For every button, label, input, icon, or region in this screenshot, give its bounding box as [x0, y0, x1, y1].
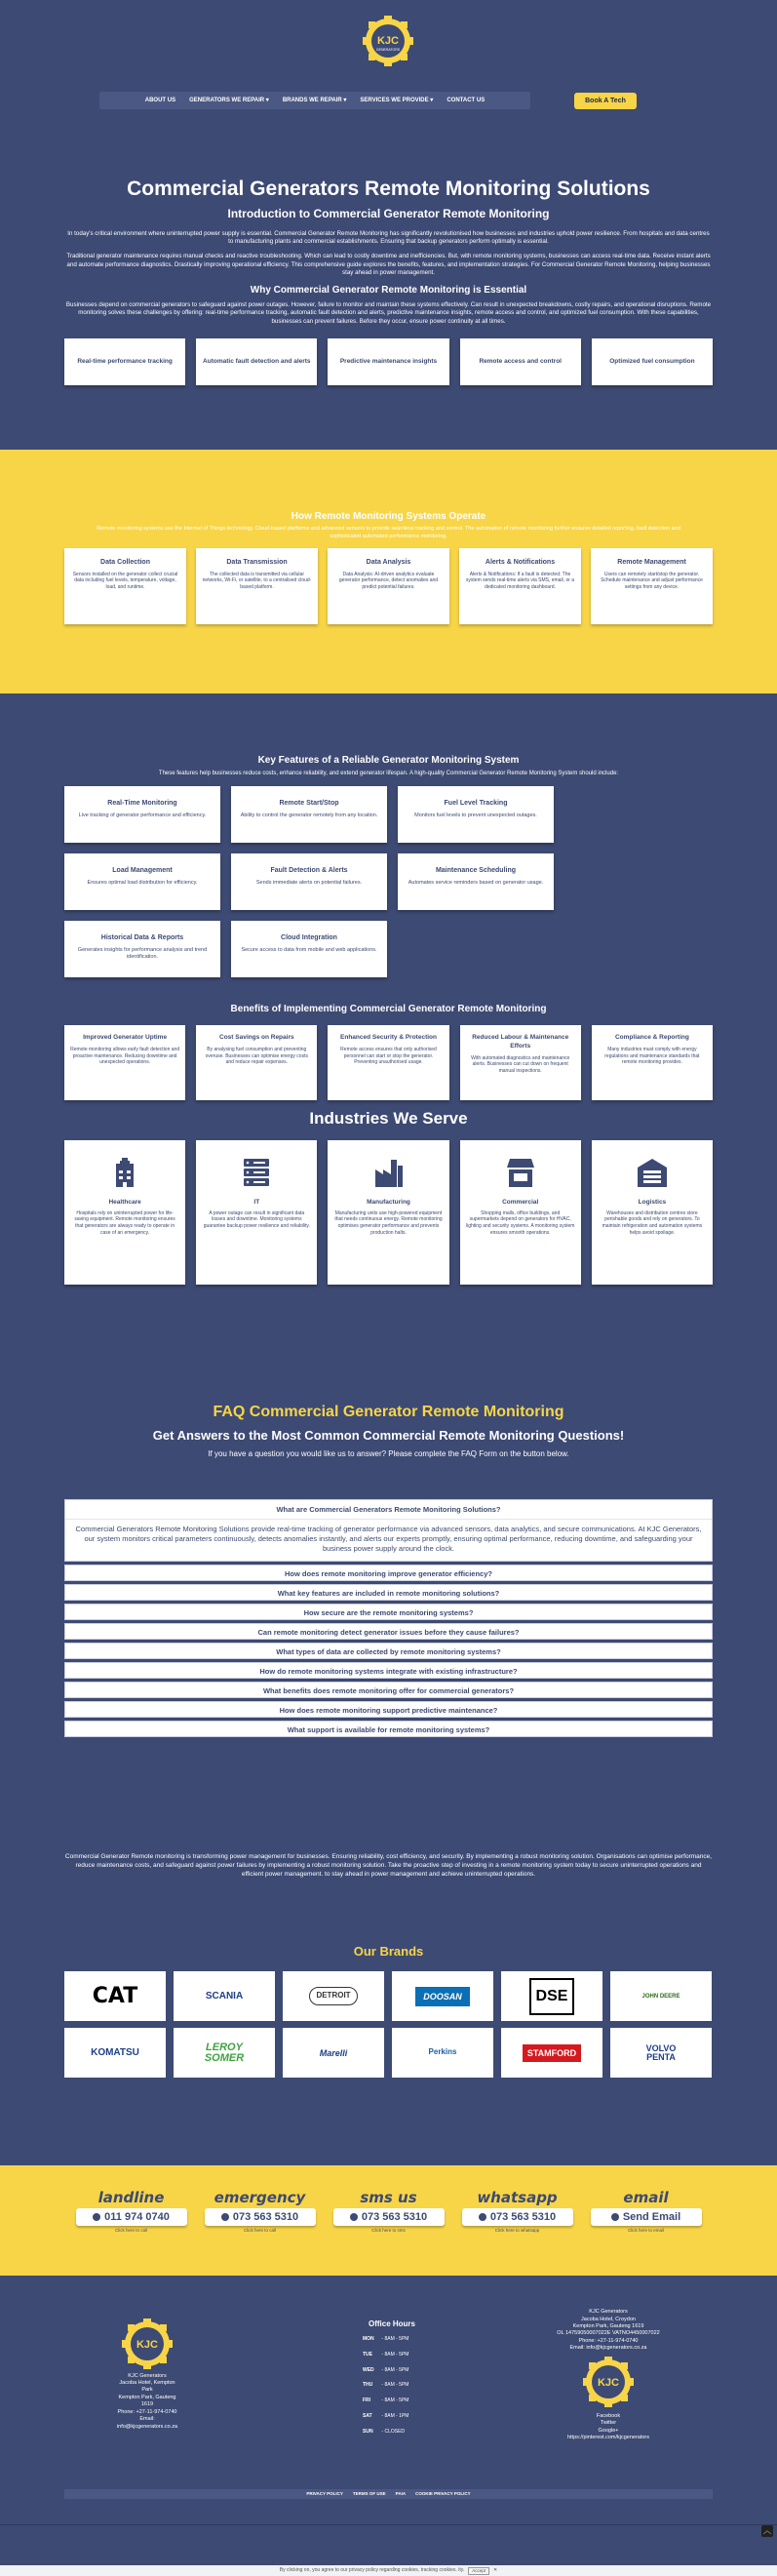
why-cards — [64, 338, 713, 385]
how-card — [196, 548, 318, 624]
why-card: Predictive maintenance insights — [328, 338, 448, 385]
feature-desc: Automates service reminders based on generator usage. — [408, 879, 544, 886]
benefit-desc: Remote access ensures that only authorised personnel can start or stop the generator. Preventing unauthorised usage. — [340, 1046, 437, 1066]
paia-link[interactable]: PAIA — [395, 2491, 407, 2497]
feature-title: Maintenance Scheduling — [435, 866, 517, 874]
brand-name: KOMATSU — [91, 2046, 139, 2058]
industry-desc: Manufacturing units use high-powered equipment that needs continuous energy. Remote monitoring optimises generator performance and prevents production halts. — [334, 1209, 443, 1236]
features-subtitle: These features help businesses reduce costs, enhance reliability, and extend generator lifespan. A high-quality Commercial Generator Remote Monitoring System should include: — [158, 771, 619, 777]
how-card — [64, 548, 186, 624]
contact-value: 073 563 5310 — [361, 2210, 428, 2223]
footer-right-line: Kempton Park, Gauteng 1619 — [572, 2323, 644, 2330]
feature-desc: Ability to control the generator remotely from any location. — [240, 812, 378, 818]
industries-title: Industries We Serve — [309, 1109, 468, 1128]
brand-name: DOOSAN — [415, 1987, 470, 2006]
server-icon — [240, 1156, 273, 1189]
feature-desc: Monitors fuel levels to prevent unexpected outages. — [414, 812, 537, 818]
brand-name: LEROY SOMER — [204, 2041, 245, 2064]
contact-value: 011 974 0740 — [104, 2210, 170, 2223]
terms-link[interactable]: TERMS OF USE — [352, 2491, 386, 2497]
cookie-policy-link[interactable]: COOKIE PRIVACY POLICY — [415, 2491, 471, 2497]
industry-card — [328, 1140, 448, 1285]
brand-volvo-penta[interactable] — [610, 2028, 712, 2078]
industry-card — [64, 1140, 185, 1285]
contact-hint: Click here to call — [243, 2228, 276, 2234]
faq-title: FAQ Commercial Generator Remote Monitoring — [213, 1403, 564, 1420]
brand-name: STAMFORD — [523, 2044, 581, 2062]
feature-title: Fault Detection & Alerts — [270, 866, 348, 874]
contact-value: Send Email — [622, 2210, 681, 2223]
benefit-desc: Remote monitoring allows early fault detection and proactive maintenance. Reducing downtime and unexpected operations. — [70, 1046, 180, 1066]
how-title: How Remote Monitoring Systems Operate — [291, 510, 486, 522]
footer-left-line[interactable]: Email: info@kjcgenerators.co.za — [116, 2416, 178, 2430]
hours-day: SUN — [363, 2428, 373, 2435]
contact-label: email — [623, 2189, 669, 2207]
nav-about[interactable]: ABOUT US — [144, 97, 176, 103]
benefit-title: Cost Savings on Repairs — [219, 1034, 294, 1041]
benefit-card — [64, 1025, 185, 1100]
contact-hint: Click here to sms — [371, 2228, 406, 2234]
benefit-title: Enhanced Security & Protection — [340, 1034, 437, 1041]
faq-section — [0, 1285, 777, 1737]
brand-name: JOHN DEERE — [641, 1993, 680, 2000]
feature-desc: Sends immediate alerts on potential failures. — [255, 879, 363, 886]
contact-whatsapp-button[interactable] — [462, 2208, 573, 2226]
summary-section — [0, 1740, 777, 1879]
nav-contact[interactable]: CONTACT US — [447, 97, 486, 103]
why-card: Optimized fuel consumption — [592, 338, 713, 385]
footer-right-line[interactable]: Phone: +27-11-974-0740 — [578, 2337, 639, 2344]
logo-text: KJC — [597, 2376, 620, 2389]
page-title: Commercial Generators Remote Monitoring Solutions — [127, 178, 650, 200]
feature-title: Real-Time Monitoring — [107, 799, 177, 807]
how-card — [591, 548, 713, 624]
contact-hint: Click here to call — [114, 2228, 147, 2234]
how-card-title: Alerts & Notifications — [485, 559, 556, 567]
how-card — [459, 548, 581, 624]
chevron-up-icon: ︿ — [763, 2526, 771, 2536]
faq-question[interactable]: What are Commercial Generators Remote Monitoring Solutions? — [65, 1500, 712, 1520]
feature-desc: Live tracking of generator performance and efficiency. — [78, 812, 207, 818]
brand-name: SCANIA — [205, 1990, 244, 2001]
store-icon — [504, 1156, 537, 1189]
how-description: Remote monitoring systems use the Internet of Things technology. Cloud-based platforms and advanced sensors to provide seamless tracking and control. The automation of remote monitoring further ensures detailed reporting, fault detection and sophisticated automated performance monitoring. — [97, 526, 680, 539]
industry-title: Manufacturing — [367, 1198, 410, 1206]
industry-title: Commercial — [502, 1198, 539, 1206]
how-card-desc: The collected data is transmitted via cellular networks, Wi-Fi, or satellite, to a centralised cloud-based platform. — [202, 571, 312, 591]
feature-title: Historical Data & Reports — [100, 933, 184, 941]
industry-desc: A power outage can result in significant data losses and downtime. Monitoring systems guarantee backup power resilience and reliability. — [203, 1209, 310, 1230]
features-grid — [64, 786, 713, 977]
hours-time: 8AM - 5PM — [384, 2382, 409, 2389]
industry-card — [592, 1140, 713, 1285]
phone-icon — [93, 2213, 100, 2221]
feature-card — [398, 786, 554, 843]
faq-question[interactable]: What key features are included in remote monitoring solutions? — [64, 1584, 713, 1601]
hours-row: SUN - CLOSED — [363, 2428, 406, 2435]
cookie-text: By clicking on, you agree to our privacy policy regarding cookies, tracking cookies. ity. — [279, 2567, 465, 2574]
feature-desc: Secure access to data from mobile and web applications. — [241, 946, 377, 953]
brands-grid — [64, 1971, 713, 2078]
industries-grid — [64, 1140, 713, 1285]
privacy-policy-link[interactable]: PRIVACY POLICY — [306, 2491, 343, 2497]
hours-day: MON — [363, 2336, 374, 2343]
sms-icon — [350, 2213, 358, 2221]
brand-scania[interactable] — [174, 1971, 275, 2021]
feature-desc: Ensures optimal load distribution for efficiency. — [87, 879, 198, 886]
scroll-to-top-button[interactable] — [761, 2525, 773, 2537]
faq-intro: If you have a question you would like us to answer? Please complete the FAQ Form on the button below. — [208, 1449, 569, 1459]
benefit-card — [592, 1025, 713, 1100]
brand-name: Marelli — [319, 2047, 348, 2058]
footer-left-line: Jacoba Hotel, Kempton Park — [119, 2380, 175, 2394]
hours-row: SAT - 8AM - 1PM — [363, 2412, 409, 2419]
intro-title: Introduction to Commercial Generator Remote Monitoring — [227, 207, 550, 221]
feature-title: Cloud Integration — [281, 933, 337, 941]
hospital-icon — [108, 1156, 141, 1189]
brand-komatsu[interactable] — [64, 2028, 166, 2078]
benefit-title: Reduced Labour & Maintenance Efforts — [472, 1034, 569, 1050]
hours-time: 8AM - 5PM — [384, 2366, 409, 2373]
feature-card — [231, 853, 387, 910]
brand-stamford[interactable] — [501, 2028, 602, 2078]
footer-right-line: OL 14759050007022E VATNO4450007022 — [557, 2330, 660, 2337]
contact-label: landline — [97, 2189, 165, 2207]
why-title: Why Commercial Generator Remote Monitoring is Essential — [250, 285, 527, 297]
contact-label: sms us — [360, 2189, 417, 2207]
feature-card — [231, 786, 387, 843]
industry-card — [460, 1140, 581, 1285]
contact-email[interactable] — [591, 2191, 702, 2276]
brand-leroy-somer[interactable] — [174, 2028, 275, 2078]
kjc-logo-footer-right[interactable] — [579, 2357, 638, 2407]
social-pinterest[interactable]: https://pinterest.com/kjcgenerators — [566, 2435, 650, 2441]
how-card — [328, 548, 449, 624]
industry-title: IT — [253, 1198, 260, 1206]
benefit-title: Compliance & Reporting — [614, 1034, 689, 1041]
feature-card — [64, 853, 220, 910]
social-facebook[interactable]: Facebook — [596, 2412, 621, 2419]
footer-left-line: KJC Generators — [128, 2372, 167, 2379]
features-section — [0, 694, 777, 1285]
contact-band — [0, 2165, 777, 2276]
footer-right — [542, 2309, 675, 2441]
brand-cat[interactable] — [64, 1971, 166, 2021]
brand-name: VOLVO PENTA — [645, 2042, 677, 2062]
how-card-desc: Data Analysis: AI-driven analytics evaluate generator performance, detect anomalies and predict potential failures. — [338, 571, 439, 591]
faq-answer: Commercial Generators Remote Monitoring Solutions provide real-time tracking of generator performance via advanced sensors, data analytics, and secure communications. At KJC Generators, our system monitors critical parameters continuously, detects anomalies instantly, and alerts our experts promptly, ensuring optimal performance, reducing downtime, and safeguarding your business power supply around the clock. — [75, 1525, 702, 1554]
benefit-title: Improved Generator Uptime — [83, 1034, 168, 1041]
office-hours — [363, 2319, 421, 2443]
industry-desc: Hospitals rely on uninterrupted power for life-saving equipment. Remote monitoring ensures that generators are always ready to operate in case of an emergency. — [74, 1209, 175, 1236]
brands-section — [0, 1880, 777, 2079]
benefit-card — [460, 1025, 581, 1100]
phone-icon — [221, 2213, 229, 2221]
site-header — [0, 0, 777, 125]
how-card-title: Data Analysis — [366, 559, 411, 567]
brand-name: CAT — [92, 1983, 138, 2008]
faq-item-open[interactable] — [64, 1499, 713, 1563]
hours-time: 8AM - 5PM — [384, 2351, 409, 2358]
contact-sms-button[interactable] — [333, 2208, 445, 2226]
brand-marelli[interactable] — [283, 2028, 384, 2078]
benefit-desc: With automated diagnostics and maintenance alerts. Businesses can cut down on frequent manual inspections. — [471, 1054, 570, 1075]
hours-row: FRI - 8AM - 5PM — [363, 2398, 409, 2404]
benefit-card — [196, 1025, 317, 1100]
hours-day: SAT — [363, 2412, 372, 2419]
factory-icon — [372, 1156, 406, 1189]
why-paragraph: Businesses depend on commercial generators to safeguard against power outages. However, failure to monitor and maintain these systems effectively. Can result in unexpected breakdowns, costly repairs, and operational disruptions. Remote monitoring solves these challenges by offering: real-time performance tracking, automatic fault detection and alerts, predictive maintenance insights, remote access and control, and optimized fuel consumption. With these capabilities, businesses can prevent failures. Before they occur, ensure power continuity at all times. — [65, 300, 712, 325]
kjc-logo[interactable] — [359, 16, 417, 66]
summary-paragraph: Commercial Generator Remote monitoring is transforming power management for businesses. Ensuring reliability, cost efficiency, and security. By implementing a robust monitoring solution. Organisations can optimise performance, reduce maintenance costs, and safeguard against power failures by implementing a robust monitoring solution. Take the proactive step of investing in a remote monitoring system today to secure uninterrupted operations and efficient power management. to stay ahead in power management and achieve uninterrupted operations. — [64, 1853, 713, 1878]
contact-label: whatsapp — [477, 2189, 558, 2207]
how-card-desc: Users can remotely start/stop the generator. Schedule maintenance and adjust performance settings from any device. — [601, 571, 703, 591]
brand-detroit[interactable] — [283, 1971, 384, 2021]
feature-card — [398, 853, 554, 910]
why-card: Real-time performance tracking — [64, 338, 185, 385]
contact-hint: Click here to whatsapp — [494, 2228, 540, 2234]
industry-desc: Shopping malls, office buildings, and supermarkets depend on generators for HVAC, lighting and security systems. A monitoring system ensures smooth operations. — [465, 1209, 575, 1236]
brand-john-deere[interactable] — [610, 1971, 712, 2021]
faq-question[interactable]: What benefits does remote monitoring offer for commercial generators? — [64, 1682, 713, 1698]
brands-title: Our Brands — [353, 1943, 424, 1959]
intro-paragraph-1: In today's critical environment where uninterrupted power supply is essential. Commercial Generator Remote Monitoring has significantly revolutionised how businesses and industries uphold power resilience. From hospitals and data centres to manufacturing plants and commercial establishments. Ensuring that backup generators perform optimally is essential. — [67, 229, 710, 245]
bottom-bar — [0, 2524, 777, 2576]
how-cards — [64, 548, 713, 624]
nav-services-label: SERVICES WE PROVIDE — [360, 97, 429, 103]
how-card-title: Data Transmission — [226, 559, 288, 567]
brand-name: DSE — [529, 1978, 575, 2015]
brand-perkins[interactable] — [392, 2028, 493, 2078]
contact-value: 073 563 5310 — [489, 2210, 557, 2223]
nav-brands-label: BRANDS WE REPAIR — [282, 97, 342, 103]
industry-desc: Warehouses and distribution centres store perishable goods and rely on generators. To maintain refrigeration and automation systems helps avoid spoilage. — [602, 1209, 703, 1236]
how-card-desc: Sensors installed on the generator collect crucial data including fuel levels, temperature, voltage, load, and runtime. — [72, 571, 178, 591]
social-twitter[interactable]: Twitter — [600, 2420, 617, 2427]
hours-time: 8AM - 1PM — [384, 2412, 409, 2419]
main-nav — [99, 92, 530, 109]
book-a-tech-button[interactable]: Book A Tech — [574, 93, 637, 109]
faq-question[interactable]: What types of data are collected by remote monitoring systems? — [64, 1643, 713, 1659]
faq-accordion — [64, 1499, 713, 1738]
hours-row: MON - 8AM - 5PM — [363, 2336, 409, 2343]
cookie-banner — [0, 2565, 777, 2576]
office-hours-title: Office Hours — [368, 2319, 415, 2329]
feature-card — [64, 786, 220, 843]
hours-row: TUE - 8AM - 5PM — [363, 2351, 409, 2358]
why-card: Remote access and control — [460, 338, 581, 385]
hours-day: TUE — [363, 2351, 372, 2358]
hero-section — [0, 125, 777, 385]
logo-sub: GENERATORS — [375, 48, 401, 52]
why-card: Automatic fault detection and alerts — [196, 338, 317, 385]
benefits-grid — [64, 1025, 713, 1100]
hours-time: 8AM - 5PM — [384, 2336, 409, 2343]
hours-day: WED — [363, 2366, 374, 2373]
hours-day: THU — [363, 2382, 373, 2389]
brand-name: Perkins — [428, 2047, 457, 2057]
contact-value: 073 563 5310 — [232, 2210, 299, 2223]
nav-services[interactable]: SERVICES WE PROVIDE ▾ — [360, 97, 434, 103]
industry-title: Logistics — [638, 1198, 667, 1206]
email-icon — [611, 2213, 619, 2221]
kjc-logo-footer[interactable] — [118, 2318, 176, 2369]
how-card-title: Data Collection — [100, 559, 150, 567]
faq-question[interactable]: How does remote monitoring improve generator efficiency? — [64, 1565, 713, 1581]
contact-sms[interactable] — [333, 2191, 445, 2276]
contact-whatsapp[interactable] — [462, 2191, 573, 2276]
faq-question[interactable]: What support is available for remote monitoring systems? — [64, 1721, 713, 1737]
footer-left-line: Kempton Park, Gauteng 1619 — [118, 2394, 176, 2408]
social-google[interactable]: Google+ — [598, 2427, 619, 2434]
footer-right-line: Jacoba Hotel, Croydon — [581, 2316, 636, 2322]
brand-dse[interactable] — [501, 1971, 602, 2021]
faq-subtitle: Get Answers to the Most Common Commercial Remote Monitoring Questions! — [152, 1427, 625, 1443]
whatsapp-icon — [479, 2213, 486, 2221]
cookie-accept-button[interactable]: Accept — [468, 2567, 489, 2575]
contact-landline[interactable] — [76, 2191, 187, 2276]
hours-day: FRI — [363, 2398, 371, 2404]
industry-card — [196, 1140, 317, 1285]
footer-right-line: KJC Generators — [589, 2309, 628, 2316]
brand-name: DETROIT — [309, 1987, 357, 2005]
hours-row: WED - 8AM - 5PM — [363, 2366, 409, 2373]
how-section — [0, 450, 777, 694]
nav-brands[interactable]: BRANDS WE REPAIR ▾ — [282, 97, 347, 103]
contact-hint: Click here to email — [627, 2228, 664, 2234]
feature-title: Load Management — [112, 866, 173, 874]
feature-title: Fuel Level Tracking — [444, 799, 508, 807]
industry-title: Healthcare — [108, 1198, 141, 1206]
feature-desc: Generates insights for performance analysis and trend identification. — [77, 946, 208, 961]
nav-generators[interactable]: GENERATORS WE REPAIR ▾ — [189, 97, 269, 103]
feature-card — [64, 921, 220, 977]
intro-paragraph-2: Traditional generator maintenance requires manual checks and reactive troubleshooting. Which can lead to costly downtime and inefficiencies. But, with remote monitoring systems, businesses can access real-time data. Receive instant alerts and automate performance diagnostics. Drastically improving operational efficiency. This comprehensive guide explores the benefits, features, and implementation strategies. For Commercial Generator Remote Monitoring, helping businesses stay ahead in power management. — [66, 253, 711, 276]
contact-label: emergency — [214, 2189, 306, 2207]
how-card-title: Remote Management — [617, 559, 686, 567]
benefits-title: Benefits of Implementing Commercial Generator Remote Monitoring — [230, 1003, 547, 1014]
feature-title: Remote Start/Stop — [279, 799, 339, 807]
site-footer — [0, 2276, 777, 2524]
contact-email-button[interactable] — [591, 2208, 702, 2226]
footer-links — [64, 2489, 713, 2499]
footer-right-line[interactable]: Email: info@kjcgenerators.co.za — [569, 2345, 647, 2352]
contact-call-button[interactable] — [205, 2208, 316, 2226]
benefit-desc: By analysing fuel consumption and preventing overuse. Businesses can optimise energy costs and reduce repair expenses. — [205, 1046, 308, 1066]
contact-call-button[interactable] — [76, 2208, 187, 2226]
features-title: Key Features of a Reliable Generator Monitoring System — [257, 754, 520, 766]
benefit-card — [328, 1025, 448, 1100]
faq-question[interactable]: How does remote monitoring support predictive maintenance? — [64, 1701, 713, 1718]
brand-doosan[interactable] — [392, 1971, 493, 2021]
benefit-desc: Many industries must comply with energy regulations and maintenance standards that remote monitoring provides. — [604, 1046, 700, 1066]
contact-emergency[interactable] — [205, 2191, 316, 2276]
logo-text: KJC — [376, 35, 400, 47]
faq-question[interactable]: How do remote monitoring systems integrate with existing infrastructure? — [64, 1662, 713, 1679]
nav-generators-label: GENERATORS WE REPAIR — [189, 97, 265, 103]
close-icon[interactable]: ✕ — [493, 2567, 498, 2574]
footer-left — [115, 2318, 179, 2431]
feature-card — [231, 921, 387, 977]
hours-time: CLOSED — [384, 2428, 406, 2435]
hours-time: 8AM - 5PM — [384, 2398, 409, 2404]
hours-row: THU - 8AM - 5PM — [363, 2382, 409, 2389]
faq-question[interactable]: Can remote monitoring detect generator issues before they cause failures? — [64, 1623, 713, 1640]
faq-question[interactable]: How secure are the remote monitoring systems? — [64, 1604, 713, 1620]
warehouse-icon — [636, 1156, 669, 1189]
how-card-desc: Alerts & Notifications: If a fault is detected. The system sends real-time alerts via SMS, email, or a dedicated monitoring dashboard. — [465, 571, 575, 591]
footer-left-line[interactable]: Phone: +27-11-974-0740 — [117, 2408, 177, 2415]
logo-text: KJC — [136, 2339, 159, 2352]
